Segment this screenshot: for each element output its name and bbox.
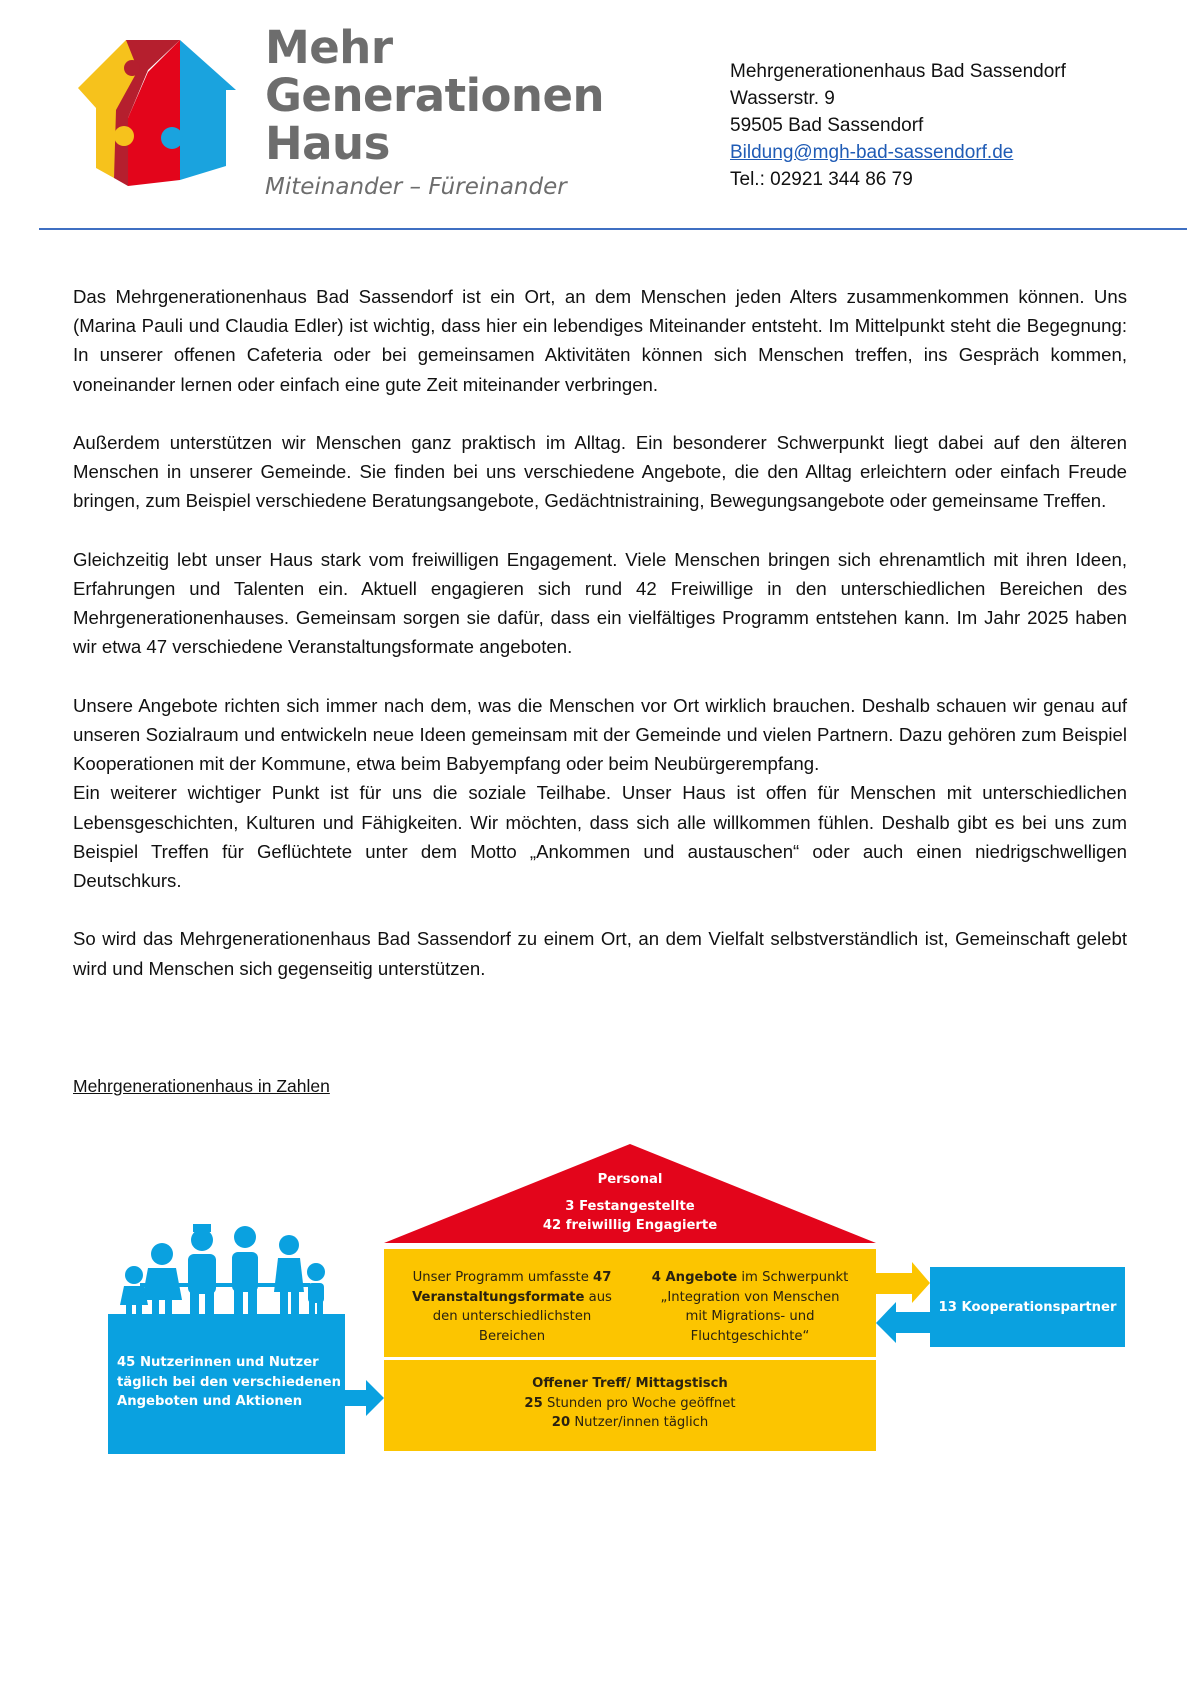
program-formats: Veranstaltungsformate (412, 1289, 585, 1305)
paragraph-6: So wird das Mehrgenerationenhaus Bad Sassendorf zu einem Ort, an dem Vielfalt selbstverständlich ist, Gemeinschaft gelebt wird und Menschen sich gegenseitig unterstützen. (73, 928, 1127, 979)
focus-line-4: Fluchtgeschichte“ (690, 1328, 810, 1344)
focus-text (632, 1268, 868, 1346)
brand-line-2: Generationen (265, 69, 605, 122)
program-line-1: Unser Programm umfasste (412, 1270, 594, 1285)
treff-line-3: Nutzer/innen täglich (570, 1415, 709, 1430)
brand-tagline: Miteinander – Füreinander (265, 174, 567, 200)
section-heading: Mehrgenerationenhaus in Zahlen (73, 1076, 330, 1096)
treff-users: 20 (551, 1415, 571, 1430)
focus-count: 4 Angebote (651, 1270, 738, 1285)
focus-line-3: mit Migrations- und (685, 1309, 815, 1324)
paragraph-3: Gleichzeitig lebt unser Haus stark vom freiwilligen Engagement. Viele Menschen bringen sich ehrenamtlich mit ihren Ideen, Erfahrungen und Talenten ein. Aktuell engagieren sich rund 42 Freiwillige in den unterschiedlichen Bereichen des Mehrgenerationenhauses. Gemeinsam sorgen sie dafür, dass ein vielfältiges Programm entstehen kann. Im Jahr 2025 haben wir etwa 47 verschiedene Veranstaltungsformate angeboten. (73, 548, 1127, 658)
treff-hours: 25 (524, 1395, 543, 1411)
family-people-icon (120, 1224, 325, 1315)
program-text (392, 1268, 632, 1346)
paragraph-2: Außerdem unterstützen wir Menschen ganz praktisch im Alltag. Ein besonderer Schwerpunkt liegt dabei auf den älteren Menschen in unserer Gemeinde. Sie finden bei uns verschiedene Angebote, die den Alltag erleichtern oder einfach Freude bringen, zum Beispiel verschiedene Beratungsangebote, Gedächtnistraining, Bewegungsangebote oder gemeinsame Treffen. (73, 432, 1127, 512)
roof-line-1: 3 Festangestellte (565, 1198, 695, 1214)
users-text (117, 1353, 347, 1412)
treff-title: Offener Treff/ Mittagstisch (532, 1376, 728, 1391)
program-line-3: den unterschiedlichsten (432, 1309, 592, 1324)
focus-line-1: im Schwerpunkt (737, 1270, 849, 1285)
program-count: 47 (593, 1270, 612, 1285)
roof-title: Personal (597, 1172, 663, 1187)
email-link[interactable]: Bildung@mgh-bad-sassendorf.de (730, 142, 1014, 163)
paragraph-4: Unsere Angebote richten sich immer nach dem, was die Menschen vor Ort wirklich brauchen. Deshalb schauen wir genau auf unseren Sozialraum und entwickeln neue Ideen gemeinsam mit der Gemeinde und vielen Partnern. Dazu gehören zum Beispiel Kooperationen mit der Kommune, etwa beim Babyempfang oder beim Neubürgerempfang. (73, 694, 1127, 775)
users-line-2: täglich bei den verschiedenen (117, 1374, 342, 1390)
treff-line-2: Stunden pro Woche geöffnet (542, 1395, 736, 1411)
phone: Tel.: 02921 344 86 79 (730, 169, 913, 190)
focus-line-2: „Integration von Menschen (660, 1289, 840, 1305)
brand-line-1: Mehr (265, 21, 393, 74)
street: Wasserstr. 9 (730, 88, 835, 109)
partners-label: 13 Kooperationspartner (938, 1300, 1117, 1315)
paragraph-1: Das Mehrgenerationenhaus Bad Sassendorf ist ein Ort, an dem Menschen jeden Alters zusammenkommen können. Uns (Marina Pauli und Claudia Edler) ist wichtig, dass hier ein lebendiges Miteinander entsteht. Im Mittelpunkt steht die Begegnung: In unserer offenen Cafeteria oder bei gemeinsamen Aktivitäten können sich Menschen treffen, ins Gespräch kommen, voneinander lernen oder einfach eine gute Zeit miteinander verbringen. (73, 286, 1127, 395)
roof-line-2: 42 freiwillig Engagierte (542, 1218, 718, 1233)
users-line-1: 45 Nutzerinnen und Nutzer (117, 1355, 319, 1370)
program-line-4: Bereichen (478, 1328, 546, 1344)
paragraph-5: Ein weiterer wichtiger Punkt ist für uns die soziale Teilhabe. Unser Haus ist offen für Menschen mit unterschiedlichen Lebensgeschichten, Kulturen und Fähigkeiten. Wir möchten, dass sich alle willkommen fühlen. Deshalb gibt es bei uns zum Beispiel Treffen für Geflüchtete unter dem Motto „Ankommen und austauschen“ oder auch einen niedrigschwelligen Deutschkurs. (73, 782, 1127, 892)
org-name: Mehrgenerationenhaus Bad Sassendorf (730, 61, 1066, 82)
users-line-3: Angeboten und Aktionen (117, 1394, 303, 1409)
roof-text (530, 1170, 730, 1236)
brand-line-3: Haus (265, 117, 390, 170)
treff-text (384, 1374, 876, 1433)
city: 59505 Bad Sassendorf (730, 115, 924, 136)
program-line-2: aus (584, 1289, 612, 1305)
